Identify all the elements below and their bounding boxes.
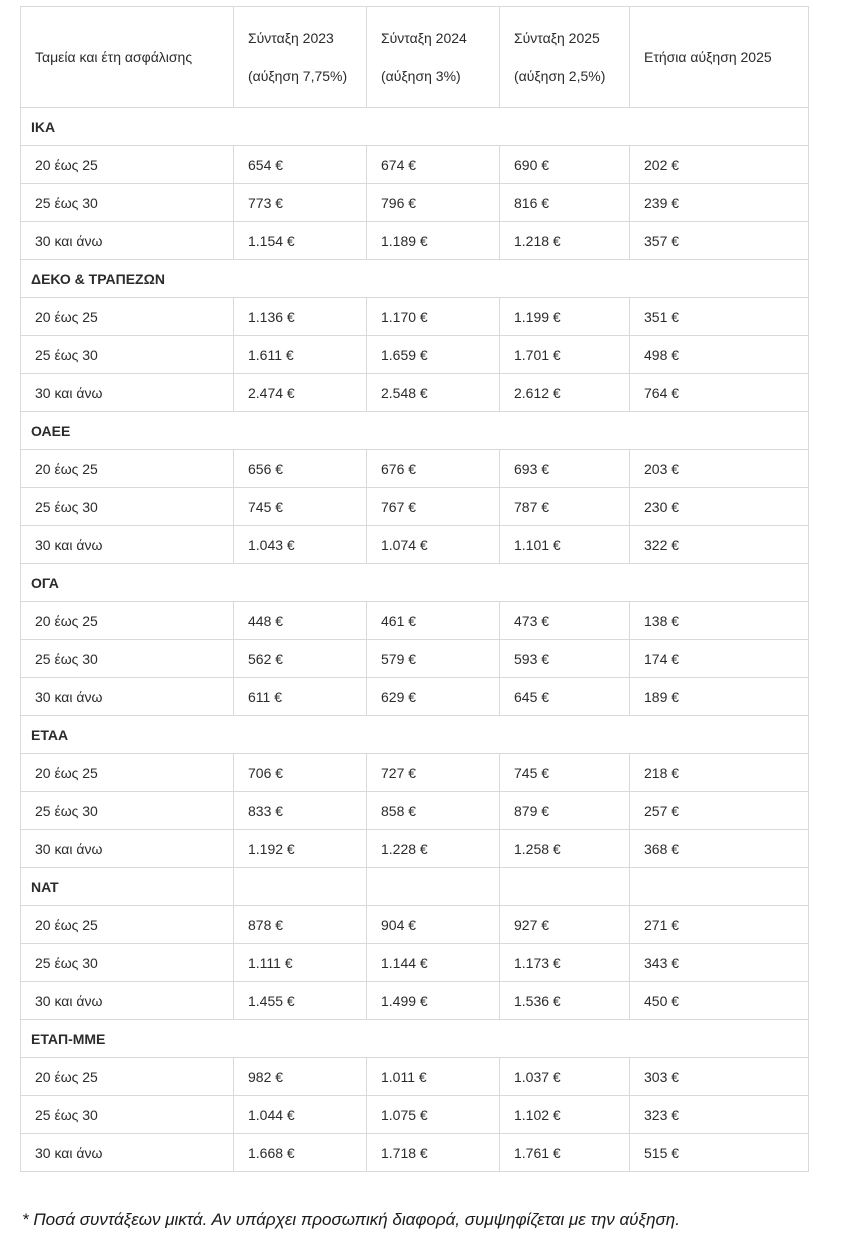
years-range-cell: 30 και άνω	[21, 222, 234, 260]
pension-2023-cell: 706 €	[234, 754, 367, 792]
pension-2025-cell: 1.701 €	[500, 336, 630, 374]
empty-cell	[630, 868, 809, 906]
years-range-cell: 20 έως 25	[21, 146, 234, 184]
annual-increase-cell: 257 €	[630, 792, 809, 830]
pension-2023-cell: 656 €	[234, 450, 367, 488]
pension-2024-cell: 579 €	[367, 640, 500, 678]
pension-table	[20, 6, 809, 1172]
header-label: Ετήσια αύξηση 2025	[644, 48, 772, 65]
pension-2023-cell: 1.455 €	[234, 982, 367, 1020]
annual-increase-cell: 271 €	[630, 906, 809, 944]
pension-2023-cell: 1.111 €	[234, 944, 367, 982]
table-row	[21, 640, 809, 678]
years-range-cell: 20 έως 25	[21, 906, 234, 944]
pension-2025-cell: 645 €	[500, 678, 630, 716]
table-row	[21, 146, 809, 184]
pension-2024-cell: 1.189 €	[367, 222, 500, 260]
annual-increase-cell: 218 €	[630, 754, 809, 792]
pension-2024-cell: 674 €	[367, 146, 500, 184]
header-annual-increase-2025	[630, 7, 809, 108]
annual-increase-cell: 343 €	[630, 944, 809, 982]
header-label: Σύνταξη 2024	[381, 29, 467, 46]
table-row	[21, 450, 809, 488]
annual-increase-cell: 174 €	[630, 640, 809, 678]
group-row	[21, 1020, 809, 1058]
years-range-cell: 30 και άνω	[21, 1134, 234, 1172]
pension-2024-cell: 796 €	[367, 184, 500, 222]
pension-2024-cell: 1.075 €	[367, 1096, 500, 1134]
table-row	[21, 1096, 809, 1134]
pension-2023-cell: 773 €	[234, 184, 367, 222]
table-row	[21, 906, 809, 944]
pension-2025-cell: 927 €	[500, 906, 630, 944]
pension-2025-cell: 1.101 €	[500, 526, 630, 564]
pension-2025-cell: 816 €	[500, 184, 630, 222]
group-name: ΝΑΤ	[21, 868, 234, 906]
annual-increase-cell: 203 €	[630, 450, 809, 488]
table-row	[21, 1058, 809, 1096]
pension-2023-cell: 878 €	[234, 906, 367, 944]
pension-2025-cell: 787 €	[500, 488, 630, 526]
pension-2025-cell: 693 €	[500, 450, 630, 488]
pension-2024-cell: 1.170 €	[367, 298, 500, 336]
pension-2024-cell: 1.659 €	[367, 336, 500, 374]
years-range-cell: 30 και άνω	[21, 678, 234, 716]
years-range-cell: 30 και άνω	[21, 982, 234, 1020]
pension-2023-cell: 1.154 €	[234, 222, 367, 260]
years-range-cell: 20 έως 25	[21, 754, 234, 792]
group-row	[21, 716, 809, 754]
years-range-cell: 25 έως 30	[21, 184, 234, 222]
table-row	[21, 1134, 809, 1172]
annual-increase-cell: 498 €	[630, 336, 809, 374]
pension-2025-cell: 473 €	[500, 602, 630, 640]
table-row	[21, 830, 809, 868]
years-range-cell: 20 έως 25	[21, 298, 234, 336]
pension-2024-cell: 2.548 €	[367, 374, 500, 412]
annual-increase-cell: 239 €	[630, 184, 809, 222]
pension-2024-cell: 1.011 €	[367, 1058, 500, 1096]
group-row	[21, 260, 809, 298]
header-pension-2024	[367, 7, 500, 108]
annual-increase-cell: 138 €	[630, 602, 809, 640]
years-range-cell: 20 έως 25	[21, 450, 234, 488]
annual-increase-cell: 515 €	[630, 1134, 809, 1172]
pension-2024-cell: 461 €	[367, 602, 500, 640]
table-row	[21, 222, 809, 260]
table-row	[21, 298, 809, 336]
empty-cell	[500, 868, 630, 906]
table-row	[21, 336, 809, 374]
pension-2024-cell: 1.228 €	[367, 830, 500, 868]
pension-2023-cell: 1.192 €	[234, 830, 367, 868]
group-name: ΔΕΚΟ & ΤΡΑΠΕΖΩΝ	[21, 260, 809, 298]
header-label: Σύνταξη 2023	[248, 29, 334, 46]
years-range-cell: 20 έως 25	[21, 602, 234, 640]
pension-2025-cell: 1.218 €	[500, 222, 630, 260]
footnote: * Ποσά συντάξεων μικτά. Αν υπάρχει προσωπική διαφορά, συμψηφίζεται με την αύξηση.	[22, 1210, 680, 1229]
pension-2025-cell: 2.612 €	[500, 374, 630, 412]
group-name: ΕΤΑΑ	[21, 716, 809, 754]
header-sublabel: (αύξηση 7,75%)	[248, 67, 348, 84]
pension-2025-cell: 879 €	[500, 792, 630, 830]
pension-2025-cell: 593 €	[500, 640, 630, 678]
years-range-cell: 25 έως 30	[21, 1096, 234, 1134]
pension-2023-cell: 654 €	[234, 146, 367, 184]
header-funds-years	[21, 7, 234, 108]
pension-2025-cell: 1.258 €	[500, 830, 630, 868]
header-pension-2025	[500, 7, 630, 108]
pension-2023-cell: 611 €	[234, 678, 367, 716]
pension-2024-cell: 1.144 €	[367, 944, 500, 982]
pension-2023-cell: 2.474 €	[234, 374, 367, 412]
pension-2025-cell: 1.536 €	[500, 982, 630, 1020]
table-row	[21, 374, 809, 412]
pension-2024-cell: 904 €	[367, 906, 500, 944]
pension-2023-cell: 1.668 €	[234, 1134, 367, 1172]
pension-2024-cell: 1.718 €	[367, 1134, 500, 1172]
years-range-cell: 25 έως 30	[21, 792, 234, 830]
pension-2025-cell: 1.037 €	[500, 1058, 630, 1096]
pension-2023-cell: 1.611 €	[234, 336, 367, 374]
annual-increase-cell: 230 €	[630, 488, 809, 526]
pension-2023-cell: 1.043 €	[234, 526, 367, 564]
annual-increase-cell: 202 €	[630, 146, 809, 184]
pension-2024-cell: 676 €	[367, 450, 500, 488]
table-row	[21, 526, 809, 564]
table-header-row	[21, 7, 809, 108]
pension-2023-cell: 562 €	[234, 640, 367, 678]
years-range-cell: 25 έως 30	[21, 944, 234, 982]
pension-2025-cell: 745 €	[500, 754, 630, 792]
table-row	[21, 944, 809, 982]
group-row	[21, 412, 809, 450]
pension-table-container	[20, 6, 808, 1172]
table-row	[21, 488, 809, 526]
header-sublabel: (αύξηση 3%)	[381, 67, 461, 84]
header-label: Ταμεία και έτη ασφάλισης	[35, 48, 193, 65]
annual-increase-cell: 357 €	[630, 222, 809, 260]
group-name: ΕΤΑΠ-ΜΜΕ	[21, 1020, 809, 1058]
group-row	[21, 868, 809, 906]
table-row	[21, 754, 809, 792]
pension-2025-cell: 1.199 €	[500, 298, 630, 336]
empty-cell	[234, 868, 367, 906]
group-name: ΙΚΑ	[21, 108, 809, 146]
annual-increase-cell: 764 €	[630, 374, 809, 412]
table-row	[21, 184, 809, 222]
years-range-cell: 30 και άνω	[21, 374, 234, 412]
pension-2023-cell: 745 €	[234, 488, 367, 526]
pension-2023-cell: 1.044 €	[234, 1096, 367, 1134]
pension-2023-cell: 1.136 €	[234, 298, 367, 336]
table-row	[21, 792, 809, 830]
years-range-cell: 30 και άνω	[21, 526, 234, 564]
years-range-cell: 25 έως 30	[21, 640, 234, 678]
group-name: ΟΓΑ	[21, 564, 809, 602]
table-row	[21, 982, 809, 1020]
annual-increase-cell: 323 €	[630, 1096, 809, 1134]
pension-2023-cell: 833 €	[234, 792, 367, 830]
group-row	[21, 108, 809, 146]
pension-2024-cell: 858 €	[367, 792, 500, 830]
pension-2024-cell: 727 €	[367, 754, 500, 792]
group-name: ΟΑΕΕ	[21, 412, 809, 450]
years-range-cell: 30 και άνω	[21, 830, 234, 868]
pension-2024-cell: 629 €	[367, 678, 500, 716]
pension-2024-cell: 1.499 €	[367, 982, 500, 1020]
pension-2024-cell: 767 €	[367, 488, 500, 526]
table-row	[21, 678, 809, 716]
group-row	[21, 564, 809, 602]
header-label: Σύνταξη 2025	[514, 29, 600, 46]
annual-increase-cell: 368 €	[630, 830, 809, 868]
pension-2025-cell: 1.102 €	[500, 1096, 630, 1134]
pension-2023-cell: 448 €	[234, 602, 367, 640]
table-row	[21, 602, 809, 640]
pension-2023-cell: 982 €	[234, 1058, 367, 1096]
pension-2025-cell: 1.173 €	[500, 944, 630, 982]
pension-2024-cell: 1.074 €	[367, 526, 500, 564]
years-range-cell: 20 έως 25	[21, 1058, 234, 1096]
pension-2025-cell: 690 €	[500, 146, 630, 184]
years-range-cell: 25 έως 30	[21, 336, 234, 374]
header-pension-2023	[234, 7, 367, 108]
years-range-cell: 25 έως 30	[21, 488, 234, 526]
annual-increase-cell: 322 €	[630, 526, 809, 564]
table-body	[21, 108, 809, 1172]
annual-increase-cell: 303 €	[630, 1058, 809, 1096]
annual-increase-cell: 351 €	[630, 298, 809, 336]
pension-2025-cell: 1.761 €	[500, 1134, 630, 1172]
header-sublabel: (αύξηση 2,5%)	[514, 67, 606, 84]
annual-increase-cell: 450 €	[630, 982, 809, 1020]
annual-increase-cell: 189 €	[630, 678, 809, 716]
empty-cell	[367, 868, 500, 906]
